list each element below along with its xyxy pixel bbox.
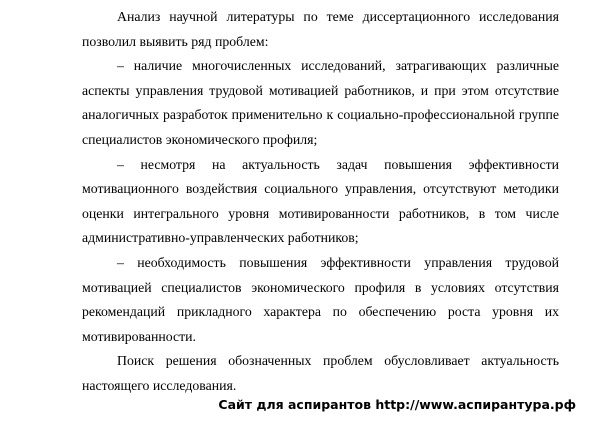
paragraph-problem-3: – необходимость повышения эффективности управления трудовой мотивацией специалистов экономического профиля в условиях отсутствия рекомендаций прикладного характера по обеспечению роста уровня их мотивированности. (82, 254, 559, 344)
site-watermark: Сайт для аспирантов http://www.аспирантура.рф (218, 397, 576, 412)
document-body (82, 5, 559, 399)
paragraph-intro: Анализ научной литературы по теме диссертационного исследования позволил выявить ряд проблем: (82, 9, 559, 49)
paragraph-conclusion: Поиск решения обозначенных проблем обусловливает актуальность настоящего исследования. (82, 353, 559, 393)
paragraph-problem-1: – наличие многочисленных исследований, затрагивающих различные аспекты управления трудовой мотивацией работников, и при этом отсутствие аналогичных разработок применительно к социально-профессиональной группе специалистов экономического профиля; (82, 58, 559, 147)
paragraph-problem-2: – несмотря на актуальность задач повышения эффективности мотивационного воздействия социального управления, отсутствуют методики оценки интегрального уровня мотивированности работников, в том числе административно-управленческих работников; (82, 156, 559, 246)
